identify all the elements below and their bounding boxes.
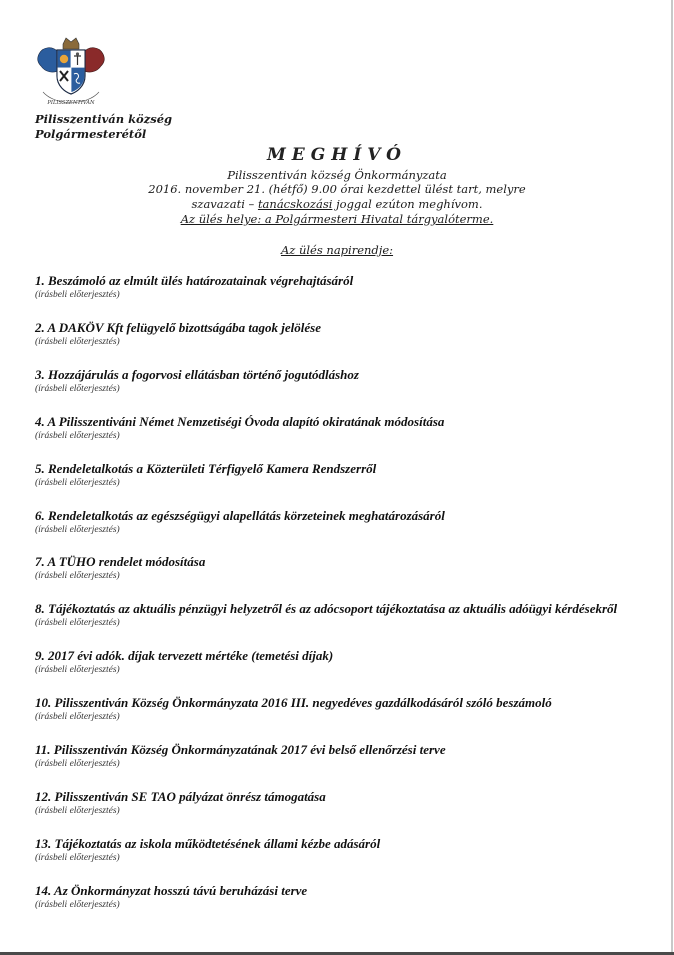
agenda-item	[35, 554, 205, 583]
page-edge-right	[671, 0, 673, 952]
header-venue	[0, 212, 674, 227]
agenda-item-title: 2. A DAKÖV Kft felügyelő bizottságába tagok jelölése	[35, 319, 321, 335]
coat-of-arms-icon	[33, 36, 109, 112]
agenda-item-note: (írásbeli előterjesztés)	[35, 759, 120, 769]
agenda-item	[35, 414, 444, 443]
sender-block	[35, 112, 172, 142]
agenda-item-title: 10. Pilisszentiván Község Önkormányzata 2016 III. negyedéves gazdálkodásáról szóló beszámoló	[35, 695, 552, 711]
agenda-item-title: 4. A Pilisszentiváni Német Nemzetiségi Óvoda alapító okiratának módosítása	[35, 413, 445, 429]
agenda-item-note: (írásbeli előterjesztés)	[35, 712, 120, 723]
agenda-item-title: 9. 2017 évi adók. díjak tervezett mértéke (temetési díjak)	[35, 648, 334, 664]
agenda-item-note: (írásbeli előterjesztés)	[35, 852, 120, 863]
header-voting-text: szavazati –	[191, 197, 258, 211]
agenda-item	[35, 836, 380, 865]
venue-text: Az ülés helye: a Polgármesteri Hivatal tárgyalóterme.	[180, 212, 494, 226]
crest-banner-text: PILISSZENTIVÁN	[47, 100, 95, 106]
agenda-item	[35, 601, 617, 630]
sender-municipality: Pilisszentiván község	[35, 112, 173, 126]
agenda-item	[35, 461, 376, 490]
agenda-item-title: 7. A TÜHO rendelet módosítása	[35, 554, 206, 570]
agenda-heading: Az ülés napirendje:	[280, 243, 394, 257]
header-advisory-text: tanácskozási	[257, 197, 333, 211]
agenda-item	[35, 367, 359, 396]
agenda-item-title: 8. Tájékoztatás az aktuális pénzügyi helyzetről és az adócsoport tájékoztatása az aktuális adóügyi kérdésekről	[35, 601, 618, 617]
agenda-item-title: 1. Beszámoló az elmúlt ülés határozatainak végrehajtásáról	[35, 273, 354, 288]
document-title: MEGHÍVÓ	[266, 145, 407, 165]
agenda-item	[35, 883, 307, 912]
agenda-item-note: (írásbeli előterjesztés)	[35, 665, 120, 676]
agenda-item	[35, 789, 326, 818]
agenda-item-note: (írásbeli előterjesztés)	[35, 477, 120, 488]
header-invitation-line	[0, 197, 674, 212]
agenda-item-note: (írásbeli előterjesztés)	[35, 618, 120, 629]
agenda-item-note: (írásbeli előterjesztés)	[35, 290, 120, 300]
agenda-item-note: (írásbeli előterjesztés)	[35, 336, 120, 347]
agenda-item-title: 13. Tájékoztatás az iskola működtetésének állami kézbe adásáról	[35, 835, 381, 851]
agenda-item-note: (írásbeli előterjesztés)	[35, 805, 120, 816]
agenda-item-title: 14. Az Önkormányzat hosszú távú beruházási terve	[35, 882, 308, 898]
header-organizer: Pilisszentiván község Önkormányzata	[227, 168, 447, 182]
agenda-item	[35, 648, 333, 677]
sender-office: Polgármesterétől	[35, 127, 147, 141]
agenda-item-title: 6. Rendeletalkotás az egészségügyi alapellátás körzeteinek meghatározásáról	[35, 507, 445, 523]
agenda-item	[35, 742, 446, 771]
agenda-item-note: (írásbeli előterjesztés)	[35, 571, 120, 582]
agenda-item-title: 12. Pilisszentiván SE TAO pályázat önrész támogatása	[35, 788, 326, 804]
agenda-item	[35, 695, 552, 724]
header-invite-text: joggal ezúton meghívom.	[332, 197, 483, 211]
agenda-item-note: (írásbeli előterjesztés)	[35, 524, 120, 535]
agenda-item-title: 3. Hozzájárulás a fogorvosi ellátásban történő jogutódláshoz	[35, 366, 359, 382]
agenda-item-title: 5. Rendeletalkotás a Közterületi Térfigyelő Kamera Rendszerről	[35, 460, 377, 476]
agenda-item	[35, 508, 445, 537]
agenda-item-note: (írásbeli előterjesztés)	[35, 383, 120, 394]
agenda-item-note: (írásbeli előterjesztés)	[35, 430, 120, 441]
agenda-item-note: (írásbeli előterjesztés)	[35, 899, 120, 910]
header-date-time: 2016. november 21. (hétfő) 9.00 órai kezdettel ülést tart, melyre	[148, 182, 526, 196]
agenda-item-title: 11. Pilisszentiván Község Önkormányzatának 2017 évi belső ellenőrzési terve	[35, 742, 446, 757]
agenda-item	[35, 320, 321, 349]
agenda-item	[35, 273, 353, 302]
